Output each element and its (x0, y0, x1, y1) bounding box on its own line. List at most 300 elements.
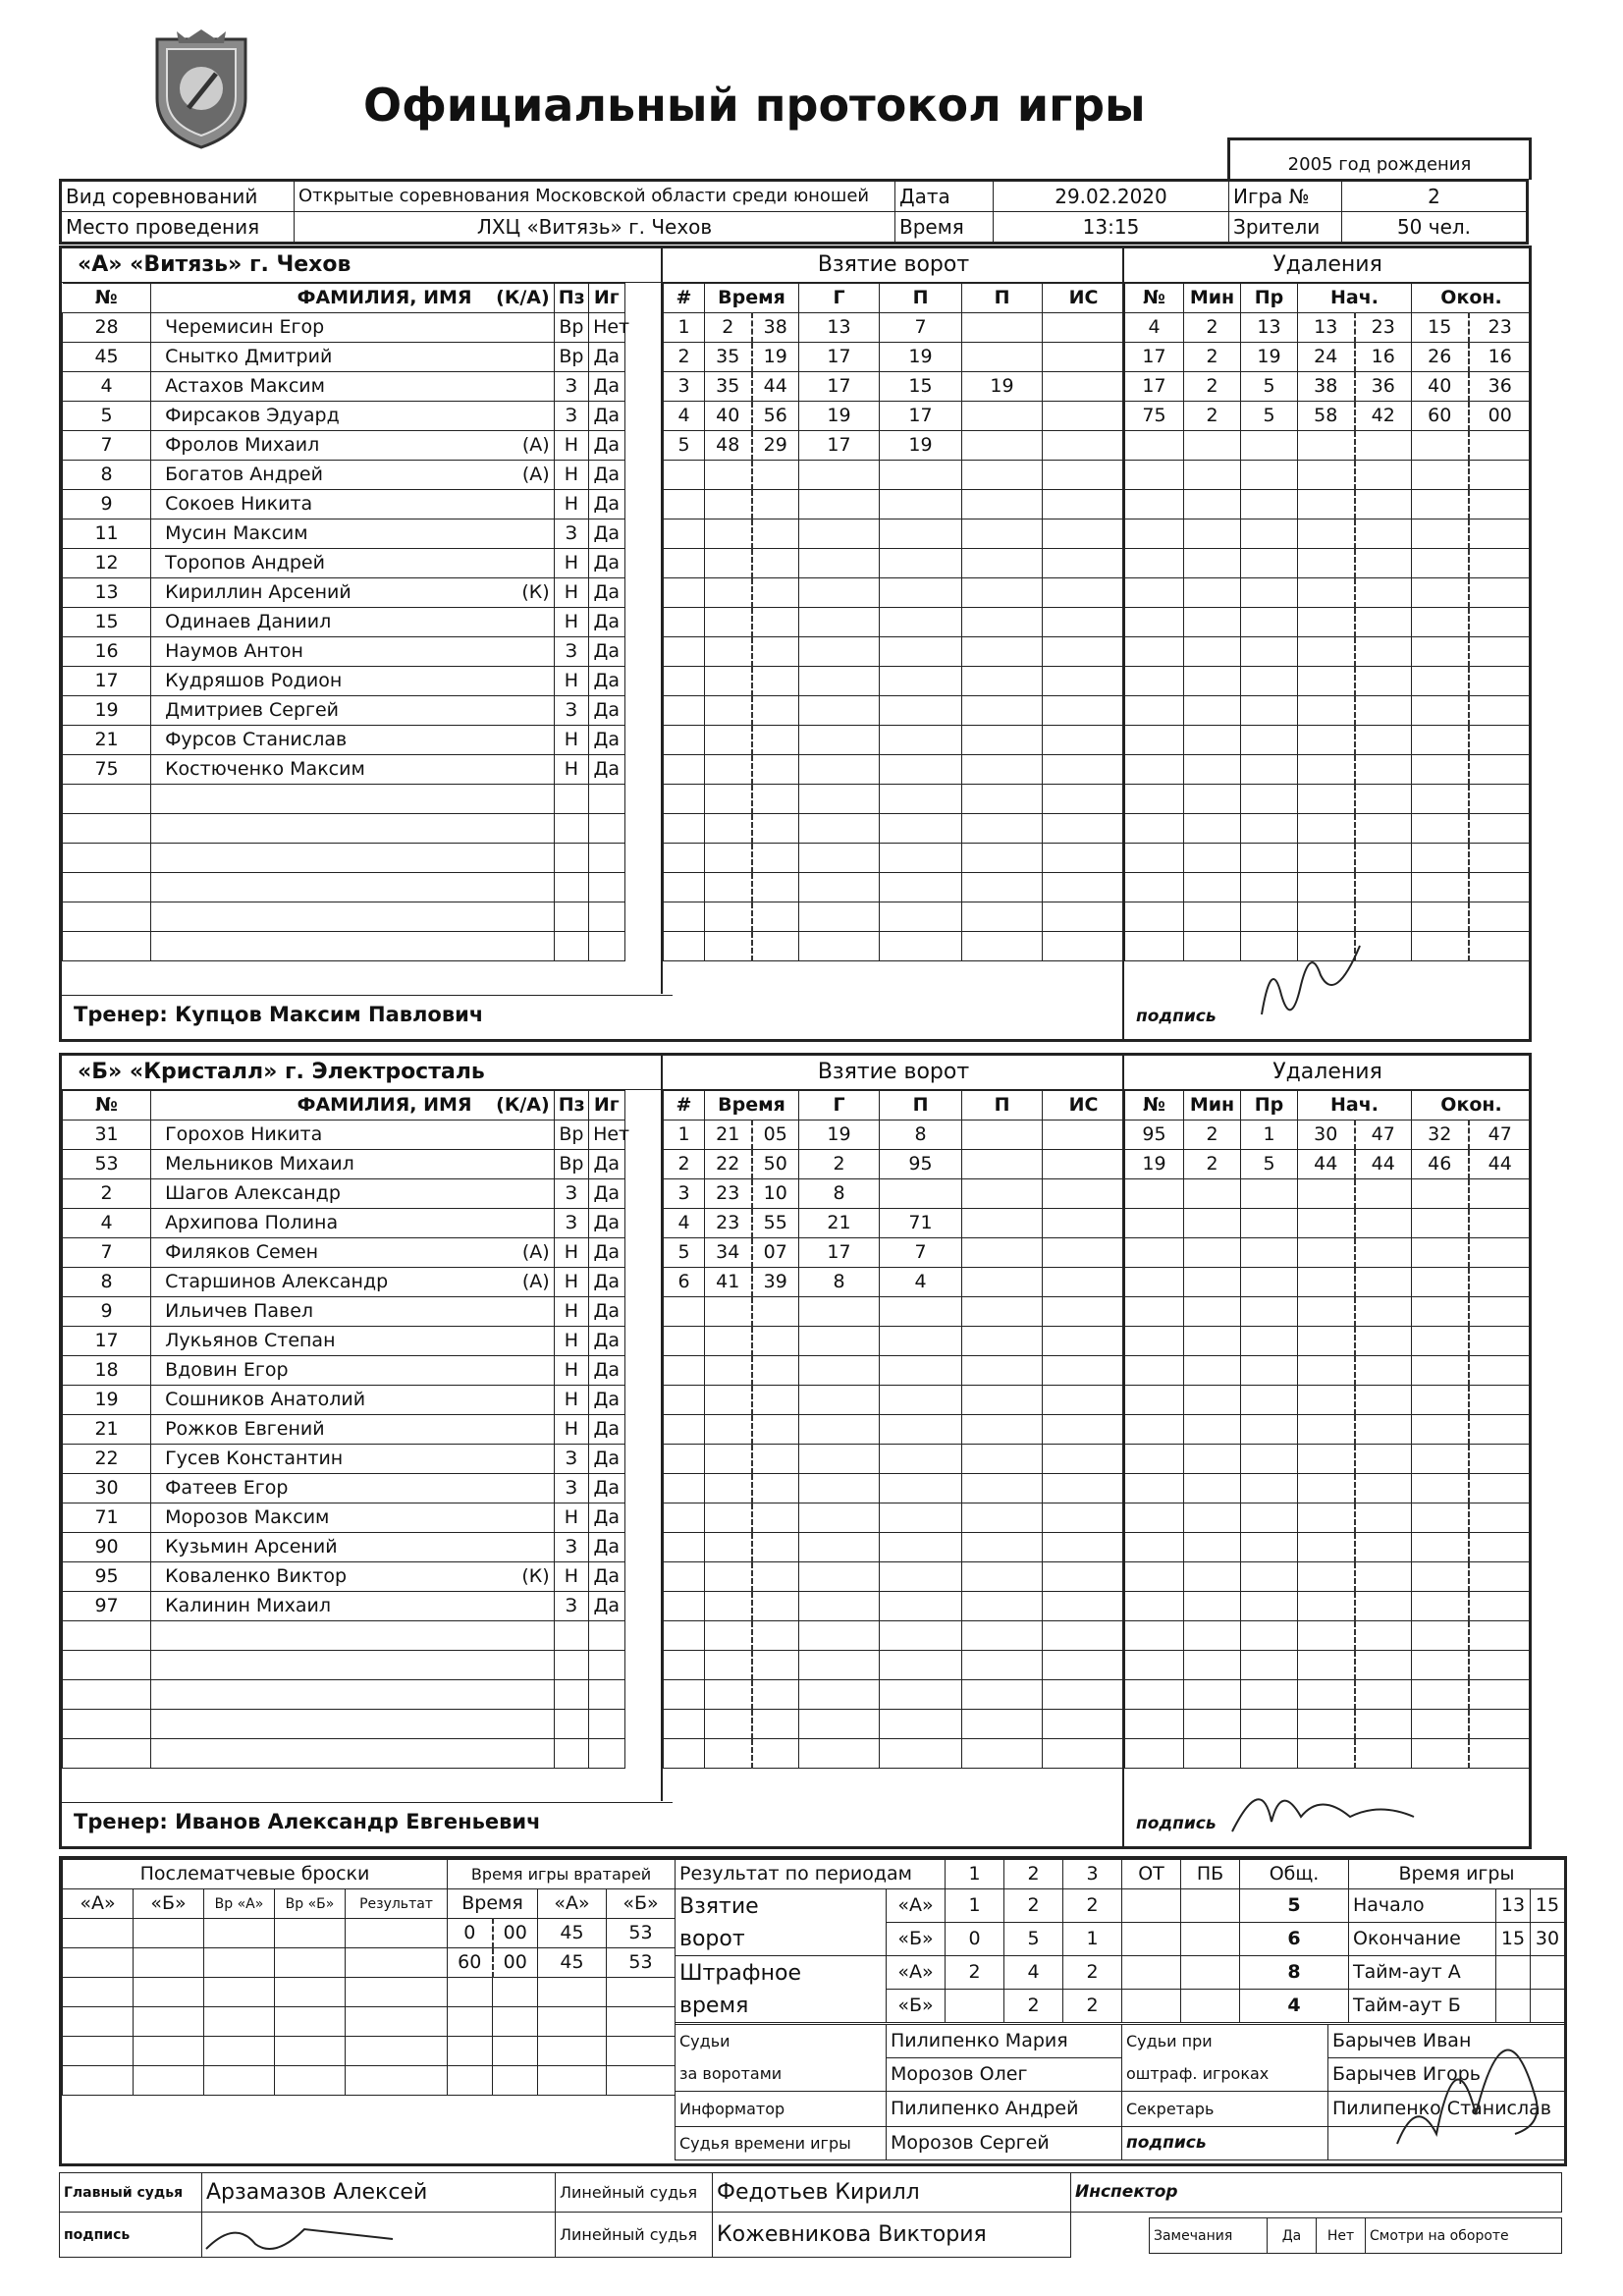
goal-minute (705, 1592, 752, 1621)
player-played: Да (589, 1297, 624, 1327)
goal-number (664, 1356, 705, 1386)
player-name-cell (151, 431, 555, 461)
goal-row (664, 1445, 1125, 1474)
roster-row (63, 1651, 661, 1680)
penalty-player (1125, 1327, 1184, 1356)
penalty-row (1125, 1356, 1532, 1386)
penalty-end-min (1412, 1415, 1469, 1445)
player-name-cell (151, 461, 555, 490)
penalty-row (1125, 431, 1532, 461)
goal-minute (705, 902, 752, 932)
goal-situation (1043, 755, 1125, 785)
goal-number (664, 1739, 705, 1769)
penalty-minutes (1184, 1533, 1241, 1562)
remarks-no: Нет (1317, 2218, 1366, 2254)
penalty-end-sec (1469, 1621, 1532, 1651)
penalty-end-sec (1469, 637, 1532, 667)
end-label: Окончание (1349, 1923, 1496, 1956)
player-name-cell (151, 667, 555, 696)
team-b-goals-title: Взятие ворот (663, 1056, 1124, 1090)
goal-second (752, 1680, 799, 1710)
player-name-cell (151, 1533, 555, 1562)
col-no: № (63, 1091, 151, 1121)
penalty-row (1125, 1651, 1532, 1680)
goal-situation (1043, 637, 1125, 667)
goal-row (664, 372, 1125, 402)
goal-assist-2 (962, 1238, 1043, 1268)
roster-row (63, 1474, 661, 1503)
goal-scorer (799, 696, 880, 726)
timeout-a-label: Тайм-аут А (1349, 1956, 1496, 1990)
team-a-goals-title: Взятие ворот (663, 248, 1124, 283)
player-played: Да (589, 1327, 624, 1356)
goal-assist-1 (880, 1445, 962, 1474)
player-role: (А) (521, 464, 550, 485)
penalty-end-min (1412, 902, 1469, 932)
goal-scorer: 17 (799, 372, 880, 402)
goal-situation (1043, 1562, 1125, 1592)
penalty-end-min (1412, 637, 1469, 667)
penalty-end-sec (1469, 578, 1532, 608)
penalty-start-min (1298, 667, 1355, 696)
goal-situation (1043, 1415, 1125, 1445)
penalty-start-sec (1355, 578, 1412, 608)
penbox-label-1: Судьи при (1122, 2025, 1328, 2058)
goals-a-p2: 2 (1004, 1889, 1063, 1923)
penalty-player (1125, 844, 1184, 873)
penalty-row-label: Штрафное время (676, 1956, 887, 2023)
player-position (554, 1710, 588, 1739)
penalty-row (1125, 726, 1532, 755)
goal-minute: 35 (705, 343, 752, 372)
penalty-end-sec (1469, 755, 1532, 785)
penalty-end-min (1412, 1474, 1469, 1503)
penalty-end-min: 15 (1412, 313, 1469, 343)
penalty-start-min (1298, 490, 1355, 519)
player-name: Коваленко Виктор (165, 1565, 348, 1587)
penalty-start-sec (1355, 785, 1412, 814)
penalty-end-sec (1469, 1739, 1532, 1769)
goal-minute (705, 1651, 752, 1680)
col-goal-scorer: Г (799, 1091, 880, 1121)
goal-assist-1 (880, 1474, 962, 1503)
player-name-cell (151, 1297, 555, 1327)
player-number: 97 (63, 1592, 151, 1621)
goal-minute (705, 1503, 752, 1533)
team-a-signature (1242, 936, 1380, 1034)
player-number: 19 (63, 1386, 151, 1415)
player-number: 4 (63, 372, 151, 402)
player-number: 2 (63, 1179, 151, 1209)
shootout-table (62, 1859, 448, 2096)
goal-number: 4 (664, 402, 705, 431)
penalty-row (1125, 1592, 1532, 1621)
penalty-minutes (1184, 1710, 1241, 1739)
player-name: Кудряшов Родион (165, 670, 343, 691)
venue-label: Место проведения (61, 212, 295, 244)
goal-situation (1043, 1621, 1125, 1651)
penalty-player (1125, 461, 1184, 490)
goal-number: 4 (664, 1209, 705, 1238)
goal-assist-1 (880, 1651, 962, 1680)
player-position: Н (554, 1327, 588, 1356)
penalty-row (1125, 1710, 1532, 1739)
penalty-start-sec (1355, 1592, 1412, 1621)
team-b-penalties (1122, 1056, 1531, 1846)
penalty-row (1125, 1327, 1532, 1356)
goal-situation (1043, 1179, 1125, 1209)
goal-minute (705, 667, 752, 696)
goal-row (664, 1533, 1125, 1562)
player-number (63, 1739, 151, 1769)
player-played: Да (589, 372, 624, 402)
goalie-time-second: 00 (493, 1919, 538, 1948)
penalty-start-min (1298, 1592, 1355, 1621)
goal-number (664, 696, 705, 726)
penalty-start-min (1298, 902, 1355, 932)
player-number (63, 1621, 151, 1651)
penalty-minutes (1184, 1179, 1241, 1209)
penalty-start-min (1298, 608, 1355, 637)
penalty-reason: 5 (1241, 1150, 1298, 1179)
penalty-row (1125, 873, 1532, 902)
penalty-row (1125, 1621, 1532, 1651)
player-played (589, 1710, 624, 1739)
col-pz: Пз (554, 1091, 588, 1121)
goal-minute (705, 519, 752, 549)
goal-number (664, 519, 705, 549)
team-a-penalties-table (1124, 283, 1532, 961)
penalty-start-min: 58 (1298, 402, 1355, 431)
goal-scorer: 8 (799, 1268, 880, 1297)
penalty-minutes (1184, 1238, 1241, 1268)
penalty-start-sec (1355, 844, 1412, 873)
player-name-cell (151, 785, 555, 814)
player-position: Н (554, 461, 588, 490)
penalty-start-min (1298, 1327, 1355, 1356)
roster-row (63, 1445, 661, 1474)
player-played: Да (589, 667, 624, 696)
goal-number (664, 1297, 705, 1327)
roster-row (63, 1533, 661, 1562)
venue: ЛХЦ «Витязь» г. Чехов (295, 212, 895, 244)
pen-a-total: 8 (1240, 1956, 1349, 1990)
player-name: Торопов Андрей (165, 552, 325, 574)
penalty-end-sec (1469, 785, 1532, 814)
penalty-end-min (1412, 1739, 1469, 1769)
penalty-row (1125, 1209, 1532, 1238)
penalty-end-min (1412, 1651, 1469, 1680)
player-played (589, 932, 624, 961)
goals-b-p1: 0 (946, 1923, 1004, 1956)
player-name-cell (151, 814, 555, 844)
penalty-start-sec (1355, 1238, 1412, 1268)
roster-row (63, 785, 661, 814)
player-played: Да (589, 726, 624, 755)
penalty-start-sec (1355, 1474, 1412, 1503)
goal-assist-2 (962, 519, 1043, 549)
goal-scorer (799, 1297, 880, 1327)
player-played: Да (589, 519, 624, 549)
goal-assist-1 (880, 696, 962, 726)
goal-assist-1 (880, 1179, 962, 1209)
penalty-player (1125, 490, 1184, 519)
player-name: Фатеев Егор (165, 1477, 289, 1499)
goal-assist-1 (880, 1386, 962, 1415)
player-name-cell (151, 1179, 555, 1209)
penalty-minutes (1184, 1562, 1241, 1592)
penalty-minutes (1184, 637, 1241, 667)
team-a-sign-label: подпись (1136, 1007, 1217, 1026)
goal-number (664, 1445, 705, 1474)
penalty-player (1125, 1356, 1184, 1386)
player-name: Снытко Дмитрий (165, 346, 333, 367)
penalty-player: 19 (1125, 1150, 1184, 1179)
player-name: Филяков Семен (165, 1241, 319, 1263)
goal-situation (1043, 1503, 1125, 1533)
penalty-end-min (1412, 1445, 1469, 1474)
goal-assist-1: 71 (880, 1209, 962, 1238)
goal-situation (1043, 1533, 1125, 1562)
goal-row (664, 578, 1125, 608)
player-number: 53 (63, 1150, 151, 1179)
player-position: Н (554, 1297, 588, 1327)
player-name-cell (151, 1445, 555, 1474)
penalty-end-sec (1469, 431, 1532, 461)
player-position: Н (554, 1562, 588, 1592)
goal-second (752, 932, 799, 961)
player-played (589, 1680, 624, 1710)
game-label: Игра № (1229, 181, 1342, 212)
penalty-reason (1241, 814, 1298, 844)
penalty-start-min (1298, 873, 1355, 902)
penalty-player (1125, 902, 1184, 932)
goalie-time-second: 00 (493, 1948, 538, 1978)
player-name: Фурсов Станислав (165, 729, 348, 750)
player-name-cell (151, 1150, 555, 1179)
goal-situation (1043, 313, 1125, 343)
penalty-minutes (1184, 431, 1241, 461)
penalty-minutes (1184, 696, 1241, 726)
goal-assist-2 (962, 814, 1043, 844)
penalty-end-min (1412, 1621, 1469, 1651)
goal-assist-1 (880, 549, 962, 578)
penalty-start-sec (1355, 490, 1412, 519)
roster-row (63, 844, 661, 873)
player-name-cell (151, 519, 555, 549)
player-played: Да (589, 402, 624, 431)
informer: Пилипенко Андрей (887, 2092, 1122, 2127)
roster-row (63, 1297, 661, 1327)
goal-number: 2 (664, 1150, 705, 1179)
goal-second: 39 (752, 1268, 799, 1297)
pen-team-b: «Б» (887, 1990, 946, 2023)
roster-row (63, 1268, 661, 1297)
penalty-player (1125, 932, 1184, 961)
goal-number (664, 902, 705, 932)
goal-situation (1043, 667, 1125, 696)
goal-second (752, 873, 799, 902)
team-b-roster-table (62, 1090, 661, 1769)
penalty-end-min (1412, 844, 1469, 873)
penalty-start-sec (1355, 814, 1412, 844)
penalty-minutes (1184, 1592, 1241, 1621)
goal-row (664, 1238, 1125, 1268)
hockey-emblem-icon (147, 29, 255, 152)
player-position: Н (554, 1238, 588, 1268)
player-name: Рожков Евгений (165, 1418, 325, 1440)
goal-assist-1 (880, 578, 962, 608)
penalty-start-sec (1355, 461, 1412, 490)
penalty-start-min (1298, 755, 1355, 785)
goal-minute (705, 549, 752, 578)
penalty-end-min (1412, 696, 1469, 726)
penalty-end-min (1412, 814, 1469, 844)
player-position: З (554, 1533, 588, 1562)
goal-assist-1 (880, 726, 962, 755)
player-name-cell (151, 637, 555, 667)
player-name: Наумов Антон (165, 640, 303, 662)
penalty-end-min (1412, 1710, 1469, 1739)
penalty-start-min (1298, 1238, 1355, 1268)
player-position (554, 1680, 588, 1710)
player-name-cell (151, 1680, 555, 1710)
player-name: Мусин Максим (165, 522, 308, 544)
goal-minute (705, 1562, 752, 1592)
penalty-start-sec (1355, 1327, 1412, 1356)
penalty-reason (1241, 902, 1298, 932)
penalty-end-sec (1469, 519, 1532, 549)
penalty-start-min (1298, 1356, 1355, 1386)
goal-assist-2 (962, 785, 1043, 814)
penalty-start-sec: 47 (1355, 1121, 1412, 1150)
goal-scorer (799, 902, 880, 932)
player-played: Да (589, 1386, 624, 1415)
penalty-player (1125, 1592, 1184, 1621)
goal-situation (1043, 1268, 1125, 1297)
roster-row (63, 313, 661, 343)
penalty-reason (1241, 785, 1298, 814)
penalty-minutes (1184, 844, 1241, 873)
goal-scorer: 13 (799, 313, 880, 343)
penalty-start-min (1298, 1415, 1355, 1445)
goal-second (752, 1562, 799, 1592)
goal-row (664, 1268, 1125, 1297)
goal-assist-1 (880, 637, 962, 667)
goal-minute: 34 (705, 1238, 752, 1268)
penalty-reason: 13 (1241, 313, 1298, 343)
player-played: Да (589, 1474, 624, 1503)
penalty-start-sec (1355, 1651, 1412, 1680)
goal-assist-2 (962, 343, 1043, 372)
goal-row (664, 1386, 1125, 1415)
goal-row (664, 1651, 1125, 1680)
roster-row (63, 490, 661, 519)
player-name-cell (151, 726, 555, 755)
penalty-player (1125, 1415, 1184, 1445)
goal-number (664, 549, 705, 578)
player-number: 17 (63, 1327, 151, 1356)
goal-assist-1: 8 (880, 1121, 962, 1150)
player-name-cell (151, 578, 555, 608)
player-position (554, 1621, 588, 1651)
goal-minute (705, 755, 752, 785)
shootout-col-gk-b: Вр «Б» (275, 1889, 346, 1919)
goal-number (664, 1621, 705, 1651)
linesman-1-label: Линейный судья (556, 2173, 713, 2213)
penalty-end-min (1412, 1386, 1469, 1415)
penalty-player (1125, 1238, 1184, 1268)
goal-second (752, 1592, 799, 1621)
player-name: Гусев Константин (165, 1448, 344, 1469)
goal-minute: 40 (705, 402, 752, 431)
goalie-time-minute: 60 (448, 1948, 493, 1978)
goal-row (664, 402, 1125, 431)
goal-minute (705, 1621, 752, 1651)
penalty-minutes: 2 (1184, 1121, 1241, 1150)
penalty-minutes (1184, 873, 1241, 902)
goalie-col-b: «Б» (607, 1889, 676, 1919)
col-goal-situation: ИС (1043, 284, 1125, 313)
penalty-player (1125, 1710, 1184, 1739)
player-name-cell (151, 1739, 555, 1769)
chief-referee-signature (196, 2210, 412, 2269)
penalty-start-min (1298, 1209, 1355, 1238)
penalty-player (1125, 1621, 1184, 1651)
goal-situation (1043, 932, 1125, 961)
goal-row (664, 902, 1125, 932)
col-no: № (63, 284, 151, 313)
penalty-end-min (1412, 932, 1469, 961)
goal-row (664, 1621, 1125, 1651)
shootout-header: ПБ (1181, 1860, 1240, 1889)
player-name: Богатов Андрей (165, 464, 323, 485)
player-name-cell (151, 549, 555, 578)
page-title: Официальный протокол игры (363, 79, 1146, 132)
goal-assist-1 (880, 1680, 962, 1710)
goal-minute: 23 (705, 1179, 752, 1209)
goal-assist-2 (962, 755, 1043, 785)
penalty-row (1125, 1297, 1532, 1327)
goal-assist-1 (880, 1621, 962, 1651)
penalty-start-sec (1355, 1297, 1412, 1327)
penalty-end-min (1412, 1533, 1469, 1562)
goal-scorer: 17 (799, 1238, 880, 1268)
roster-row (63, 726, 661, 755)
penalty-row (1125, 608, 1532, 637)
penalty-start-min: 38 (1298, 372, 1355, 402)
player-name: Ильичев Павел (165, 1300, 314, 1322)
penalty-start-min (1298, 519, 1355, 549)
player-played (589, 1651, 624, 1680)
penalty-row (1125, 343, 1532, 372)
penalty-reason (1241, 873, 1298, 902)
goal-assist-2 (962, 1503, 1043, 1533)
penalty-minutes: 2 (1184, 313, 1241, 343)
player-number: 75 (63, 755, 151, 785)
goal-assist-2 (962, 1445, 1043, 1474)
player-name-cell (151, 1209, 555, 1238)
penalty-end-min: 26 (1412, 343, 1469, 372)
penalty-minutes (1184, 814, 1241, 844)
goal-second (752, 637, 799, 667)
goal-minute: 35 (705, 372, 752, 402)
goal-scorer (799, 490, 880, 519)
goal-minute (705, 696, 752, 726)
penalty-start-min (1298, 1621, 1355, 1651)
player-position: З (554, 1445, 588, 1474)
penalty-reason (1241, 696, 1298, 726)
